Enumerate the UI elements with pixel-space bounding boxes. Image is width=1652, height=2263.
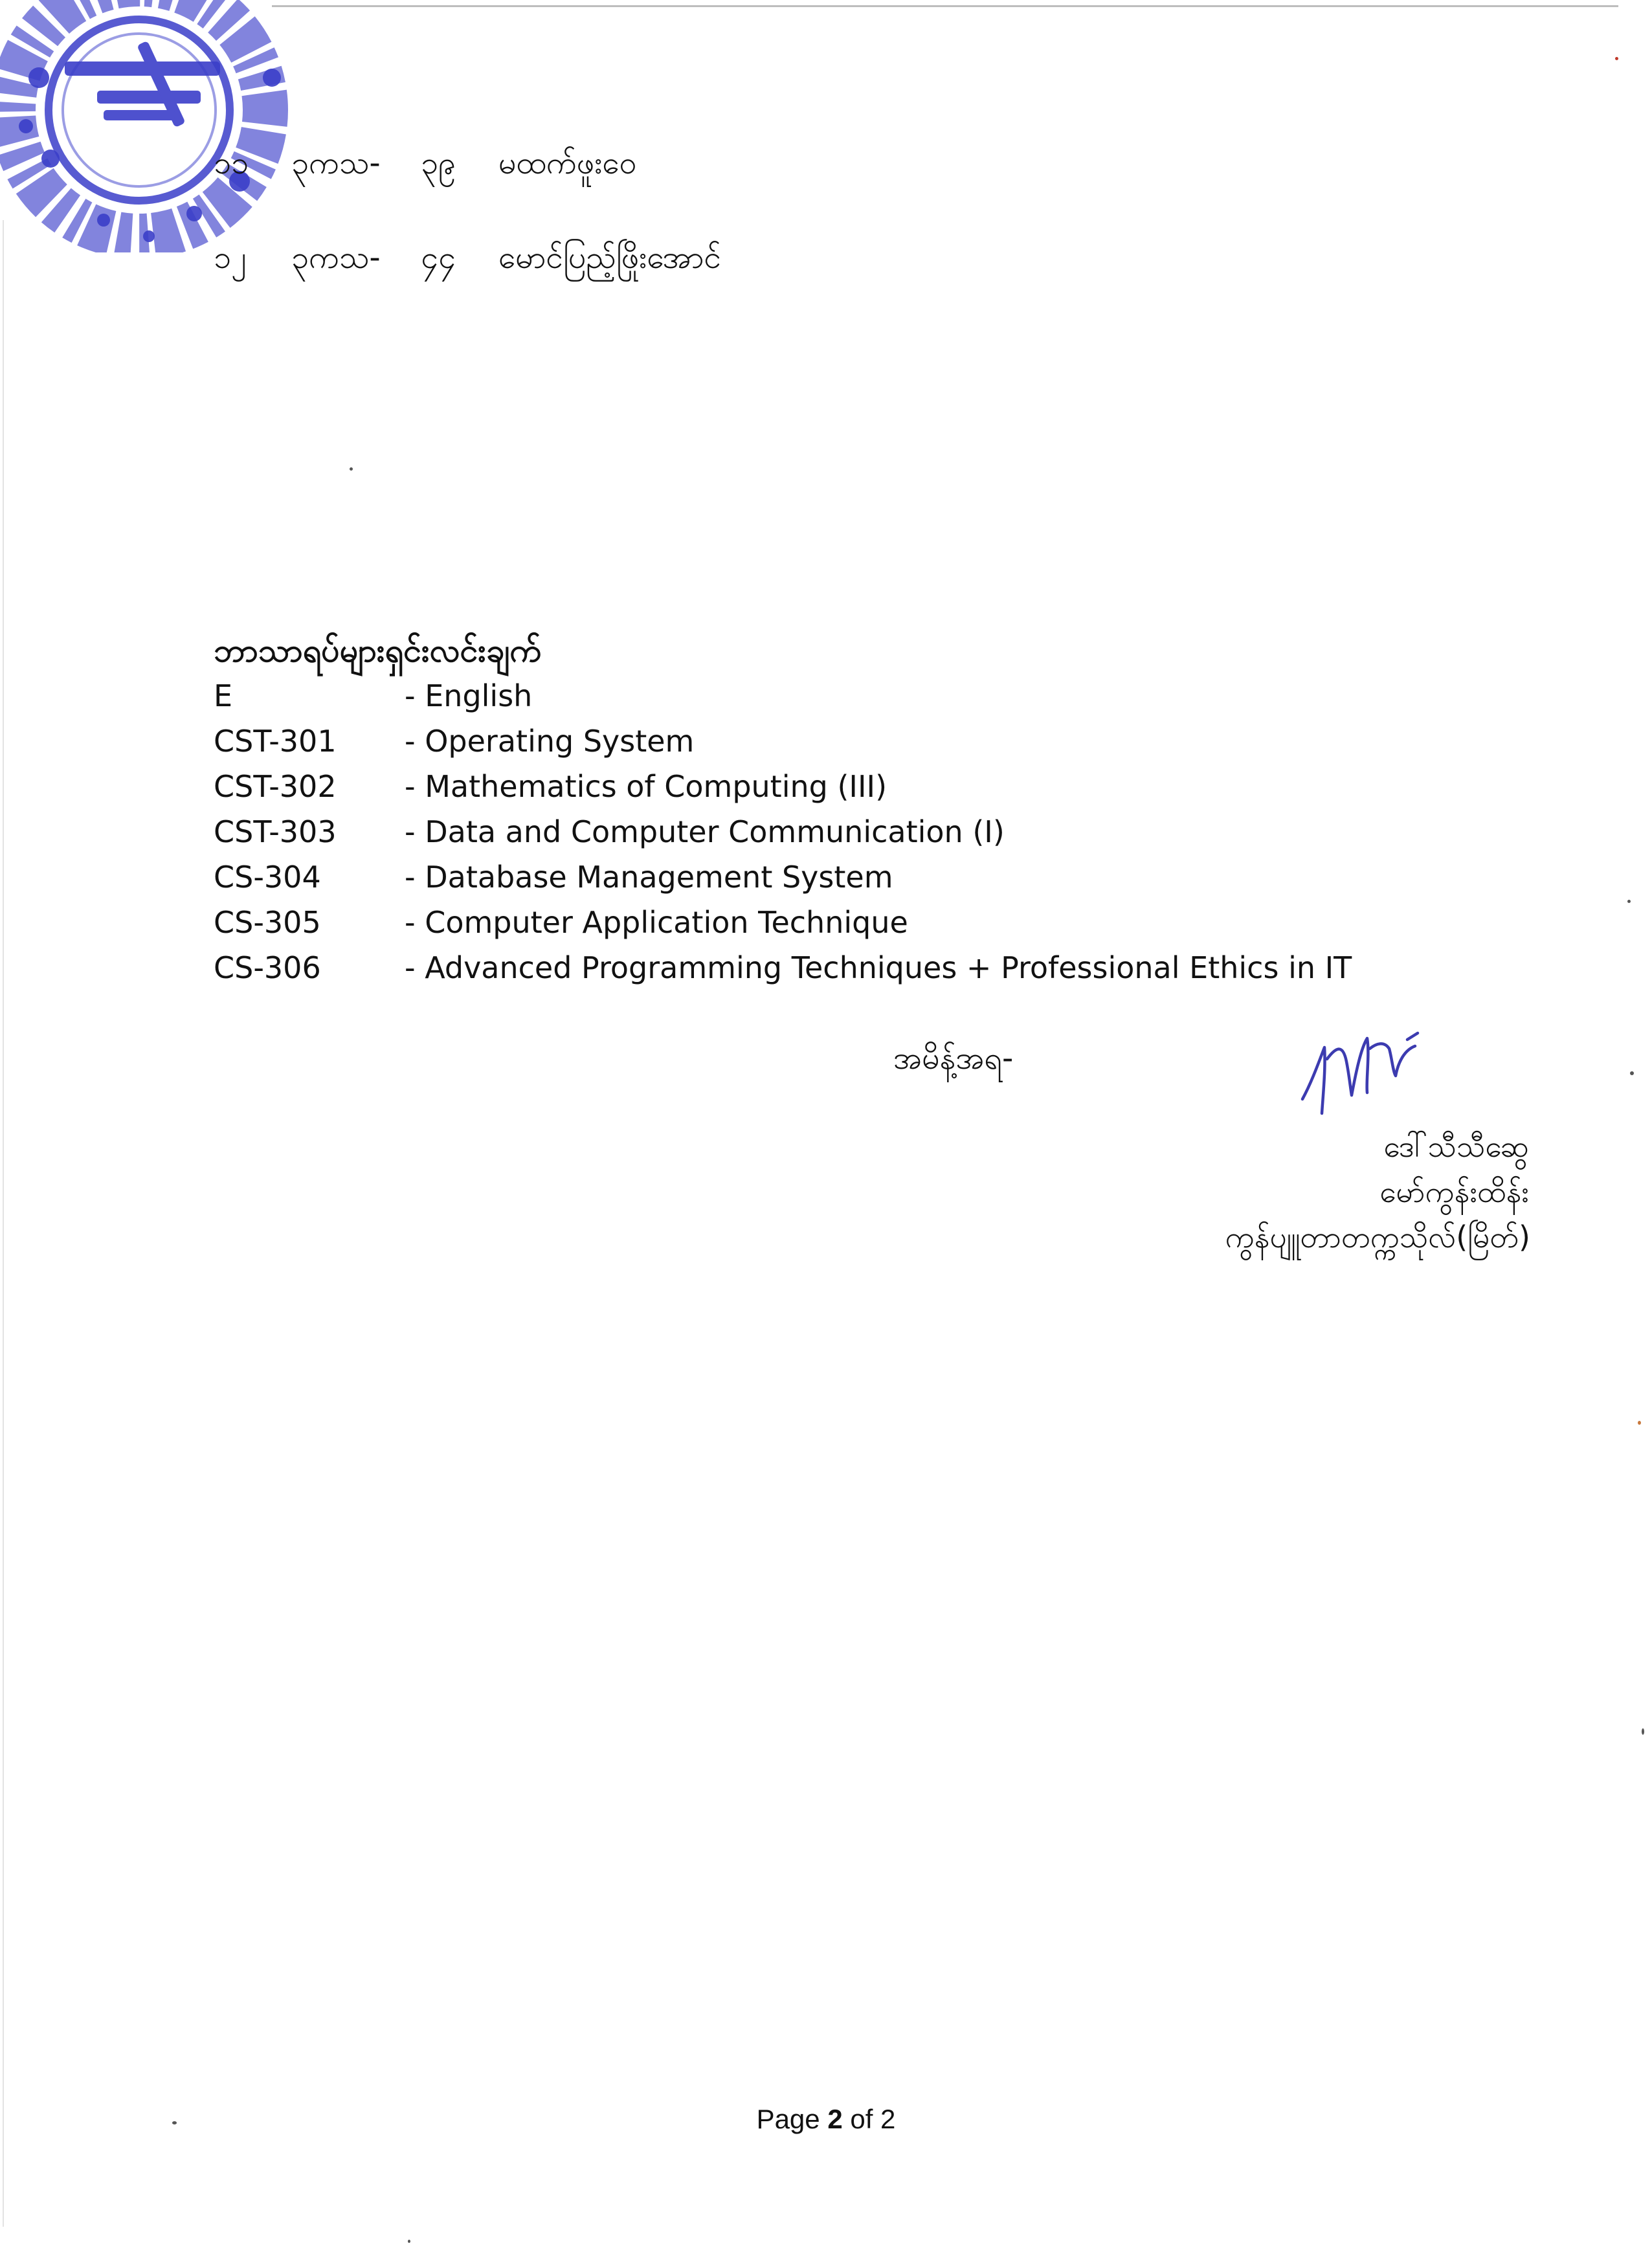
- subject-code: CST-301: [214, 724, 337, 759]
- subject-name: - Operating System: [405, 724, 695, 759]
- subject-name: - English: [405, 678, 533, 713]
- subject-code: CST-302: [214, 769, 337, 804]
- semester-label: ၃ကသ-: [291, 145, 381, 181]
- subject-code: E: [214, 678, 233, 713]
- signer-proxy-title: မော်ကွန်းထိန်း: [1379, 1174, 1529, 1209]
- scan-speck: [172, 2121, 177, 2124]
- subject-code: CS-304: [214, 860, 321, 895]
- semester-label: ၃ကသ-: [291, 240, 381, 276]
- page-suffix: of 2: [842, 2104, 896, 2134]
- signer-name: ဒေါ်သီသီဆွေ: [1383, 1129, 1529, 1164]
- scan-speck: [1615, 57, 1618, 60]
- scan-speck: [408, 2240, 410, 2243]
- scan-edge-line-left: [3, 220, 4, 2227]
- scan-speck: [1642, 1728, 1644, 1735]
- subject-name: - Computer Application Technique: [405, 905, 908, 940]
- scan-speck: [350, 467, 353, 471]
- by-order-label: အမိန့်အရ-: [893, 1040, 1014, 1076]
- subject-code: CS-306: [214, 950, 321, 985]
- subject-code: CST-303: [214, 814, 337, 849]
- signer-institution: ကွန်ပျူတာတက္ကသိုလ်(မြိတ်): [1225, 1220, 1530, 1254]
- roll-number: ၃၉: [421, 145, 456, 181]
- student-name: မောင်ပြည့်ဖြိုးအောင်: [498, 240, 721, 276]
- scan-speck: [1638, 1421, 1641, 1425]
- scan-speck: [1627, 900, 1631, 903]
- subject-code: CS-305: [214, 905, 321, 940]
- roll-number: ၄၄: [421, 240, 456, 276]
- scan-edge-line: [272, 5, 1618, 7]
- scan-speck: [1630, 1071, 1634, 1075]
- legend-title: ဘာသာရပ်များရှင်းလင်းချက်: [214, 632, 541, 669]
- page-footer: [0, 2100, 1652, 2139]
- row-number: ၁၁: [214, 145, 249, 181]
- page-prefix: Page: [756, 2104, 828, 2134]
- subject-name: - Database Management System: [405, 860, 893, 895]
- subject-name: - Advanced Programming Techniques + Professional Ethics in IT: [405, 950, 1352, 985]
- subject-name: - Data and Computer Communication (I): [405, 814, 1005, 849]
- row-number: ၁၂: [214, 240, 247, 276]
- page-current: 2: [827, 2104, 843, 2134]
- office-stamp: [0, 0, 311, 252]
- handwritten-signature: [1288, 1023, 1457, 1120]
- student-name: မထက်ဖူးဝေ: [498, 145, 637, 181]
- subject-name: - Mathematics of Computing (III): [405, 769, 887, 804]
